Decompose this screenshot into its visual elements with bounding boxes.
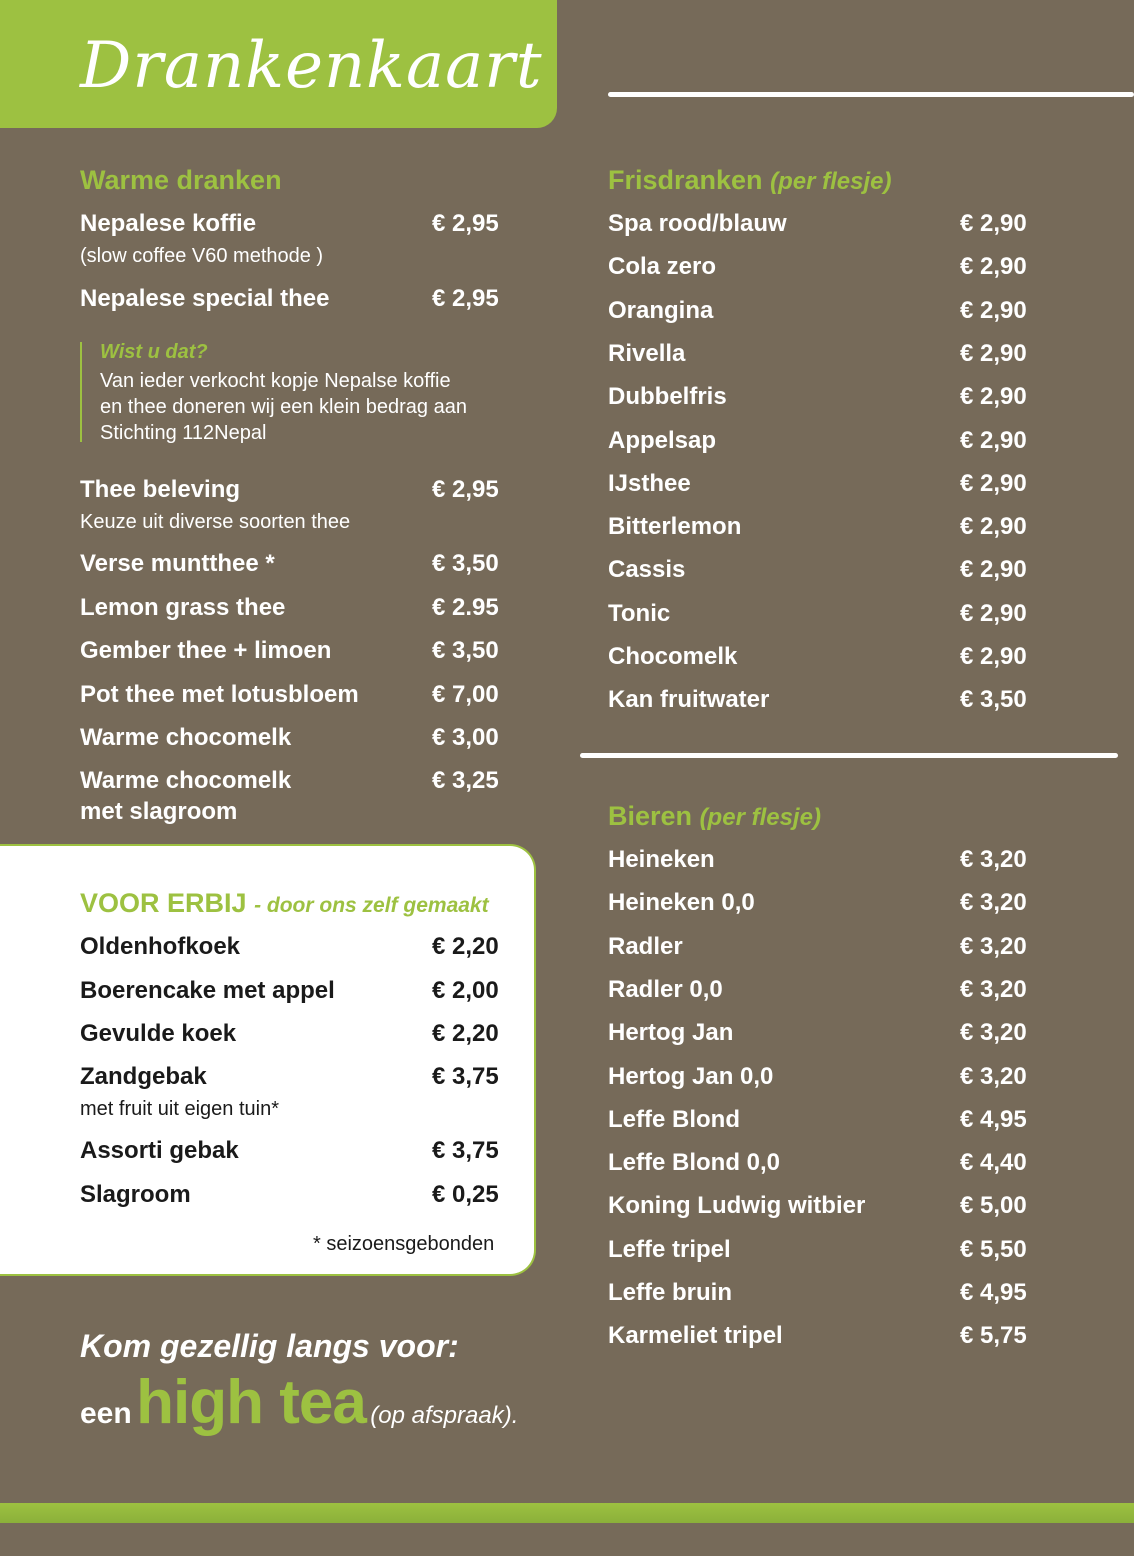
item-note: Keuze uit diverse soorten thee: [80, 511, 351, 533]
item-name: Tonic: [608, 599, 671, 627]
promo-op-afspraak: (op afspraak).: [370, 1402, 519, 1429]
item-name: Karmeliet tripel: [608, 1322, 783, 1350]
item-name: Assorti gebak: [80, 1137, 239, 1164]
item-name: Gevulde koek: [80, 1020, 237, 1047]
wist-body: [100, 368, 510, 446]
item-price: € 2,90: [960, 469, 1027, 497]
bieren-sub: (per flesje): [699, 804, 821, 831]
frisdranken-sub: (per flesje): [770, 168, 892, 195]
menu-item: [608, 848, 1032, 872]
menu-item: [608, 1062, 1032, 1090]
item-price: € 2.95: [432, 594, 499, 621]
item-price: € 2,90: [960, 426, 1027, 454]
item-price: € 2,90: [960, 513, 1027, 541]
menu-item: [80, 683, 504, 707]
menu-item: [608, 558, 1032, 582]
item-name: Oldenhofkoek: [80, 933, 241, 960]
item-name: IJsthee: [608, 469, 691, 497]
menu-item: [80, 769, 504, 793]
item-name: Leffe Blond 0,0: [608, 1149, 781, 1177]
item-price: € 2,95: [432, 210, 499, 237]
item-price: € 3,20: [960, 1062, 1027, 1090]
menu-item: [608, 515, 1032, 539]
item-name-line2: [80, 800, 237, 824]
item-name: Leffe tripel: [608, 1235, 731, 1263]
menu-item: [80, 287, 504, 311]
item-note: met fruit uit eigen tuin*: [80, 1098, 279, 1120]
menu-item: [608, 1021, 1032, 1045]
item-name: Warme chocomelk: [80, 767, 292, 794]
item-name: Leffe bruin: [608, 1279, 732, 1306]
footnote: * seizoensgebonden: [313, 1233, 495, 1255]
item-price: € 2,90: [960, 210, 1027, 237]
bieren-heading: [608, 803, 821, 830]
menu-item: [608, 1151, 1032, 1175]
menu-item: [80, 478, 504, 502]
menu-item: [80, 1065, 504, 1089]
item-name: Cassis: [608, 556, 686, 584]
voor-erbij-heading: [80, 890, 489, 917]
item-price: € 4,95: [960, 1105, 1027, 1133]
promo-high-tea: high tea: [136, 1368, 366, 1437]
item-price: € 2,90: [960, 339, 1027, 367]
item-name: Rivella: [608, 339, 686, 367]
item-price: € 5,75: [960, 1322, 1027, 1350]
promo-een: een: [80, 1397, 132, 1430]
item-price: € 7,00: [432, 681, 499, 708]
voor-erbij-title: VOOR ERBIJ: [80, 888, 247, 918]
menu-item: [608, 1324, 1032, 1348]
item-name: Nepalese special thee: [80, 285, 330, 312]
item-price: € 2,90: [960, 599, 1027, 627]
menu-item: [608, 255, 1032, 279]
item-name: Radler 0,0: [608, 975, 723, 1003]
item-price: € 3,00: [432, 724, 499, 751]
menu-item: [608, 385, 1032, 409]
bieren-title: Bieren: [608, 801, 693, 831]
item-price: € 2,90: [960, 296, 1027, 324]
item-name: Heineken: [608, 846, 715, 873]
menu-item: [608, 932, 1032, 960]
wist-line: Van ieder verkocht kopje Nepalse koffie: [100, 370, 451, 392]
item-name: Chocomelk: [608, 643, 738, 670]
item-note: (slow coffee V60 methode ): [80, 245, 324, 267]
item-price: € 3,50: [432, 550, 499, 577]
menu-item: [80, 1183, 504, 1207]
item-price: € 3,25: [432, 767, 499, 794]
item-name: Appelsap: [608, 426, 717, 454]
item-price: € 2,90: [960, 383, 1027, 411]
wist-line: en thee doneren wij een klein bedrag aan: [100, 396, 467, 418]
wist-line: Stichting 112Nepal: [100, 422, 267, 444]
menu-item: [608, 1281, 1032, 1305]
item-name: Cola zero: [608, 253, 717, 281]
item-price: € 3,20: [960, 846, 1027, 873]
menu-item: [80, 979, 504, 1003]
menu-item: [80, 1139, 504, 1163]
item-price: € 5,00: [960, 1192, 1027, 1220]
item-price: € 5,50: [960, 1235, 1027, 1263]
menu-item: [608, 426, 1032, 454]
item-name: Thee beleving: [80, 476, 241, 503]
item-name: Pot thee met lotusbloem: [80, 681, 359, 708]
wist-u-dat-callout: [80, 342, 510, 442]
item-name: met slagroom: [80, 798, 238, 825]
menu-item: [608, 599, 1032, 627]
item-price: € 2,90: [960, 253, 1027, 281]
item-price: € 3,20: [960, 889, 1027, 917]
menu-item: [608, 891, 1032, 915]
warme-dranken-heading: Warme dranken: [80, 165, 282, 195]
menu-item: [608, 975, 1032, 1003]
item-price: € 2,00: [432, 977, 499, 1004]
item-name: Kan fruitwater: [608, 686, 770, 714]
item-price: € 2,20: [432, 1020, 499, 1047]
menu-item: [608, 1105, 1032, 1133]
bottom-band: [0, 1503, 1134, 1523]
wist-title: Wist u dat?: [100, 341, 208, 363]
item-price: € 3,75: [432, 1137, 499, 1164]
item-price: € 3,50: [432, 637, 499, 664]
top-divider: [608, 92, 1134, 97]
item-price: € 2,95: [432, 285, 499, 312]
item-name: Koning Ludwig witbier: [608, 1192, 866, 1220]
item-name: Boerencake met appel: [80, 977, 335, 1004]
promo-line: Kom gezellig langs voor:: [80, 1328, 459, 1364]
item-name: Slagroom: [80, 1181, 191, 1208]
item-name: Verse muntthee *: [80, 550, 275, 577]
item-price: € 3,20: [960, 1019, 1027, 1047]
item-name: Hertog Jan: [608, 1019, 734, 1047]
voor-erbij-sub: - door ons zelf gemaakt: [254, 894, 489, 917]
menu-item: [608, 212, 1032, 236]
menu-item: [80, 935, 504, 959]
item-name: Leffe Blond: [608, 1105, 740, 1133]
item-price: € 3,20: [960, 932, 1027, 960]
item-price: € 2,90: [960, 556, 1027, 584]
item-price: € 2,20: [432, 933, 499, 960]
item-price: € 4,40: [960, 1149, 1027, 1177]
item-name: Warme chocomelk: [80, 724, 292, 751]
menu-item: [608, 296, 1032, 324]
menu-item: [80, 726, 504, 750]
item-price: € 0,25: [432, 1181, 499, 1208]
item-name: Dubbelfris: [608, 383, 727, 411]
item-name: Nepalese koffie: [80, 210, 257, 237]
item-name: Orangina: [608, 296, 714, 324]
item-price: € 4,95: [960, 1279, 1027, 1306]
page-title: Drankenkaart: [80, 29, 543, 103]
item-name: Bitterlemon: [608, 513, 742, 541]
menu-item: [608, 469, 1032, 497]
item-name: Zandgebak: [80, 1063, 207, 1090]
item-name: Heineken 0,0: [608, 889, 755, 917]
menu-item: [608, 645, 1032, 669]
menu-item: [80, 596, 504, 620]
item-price: € 3,75: [432, 1063, 499, 1090]
high-tea-line: [80, 1368, 519, 1437]
middle-divider: [580, 753, 1118, 758]
menu-item: [80, 1022, 504, 1046]
item-name: Lemon grass thee: [80, 594, 286, 621]
item-price: € 2,90: [960, 643, 1027, 670]
frisdranken-heading: [608, 167, 891, 194]
item-name: Gember thee + limoen: [80, 637, 332, 664]
item-price: € 3,50: [960, 686, 1027, 714]
menu-item: [608, 1235, 1032, 1263]
menu-item: [80, 639, 504, 663]
item-price: € 3,20: [960, 975, 1027, 1003]
menu-item: [80, 212, 504, 236]
item-name: Radler: [608, 932, 683, 960]
frisdranken-title: Frisdranken: [608, 165, 763, 195]
menu-item: [608, 688, 1032, 712]
menu-item: [608, 339, 1032, 367]
item-name: Hertog Jan 0,0: [608, 1062, 774, 1090]
menu-item: [80, 552, 504, 576]
item-price: € 2,95: [432, 476, 499, 503]
item-name: Spa rood/blauw: [608, 210, 787, 237]
menu-item: [608, 1194, 1032, 1218]
